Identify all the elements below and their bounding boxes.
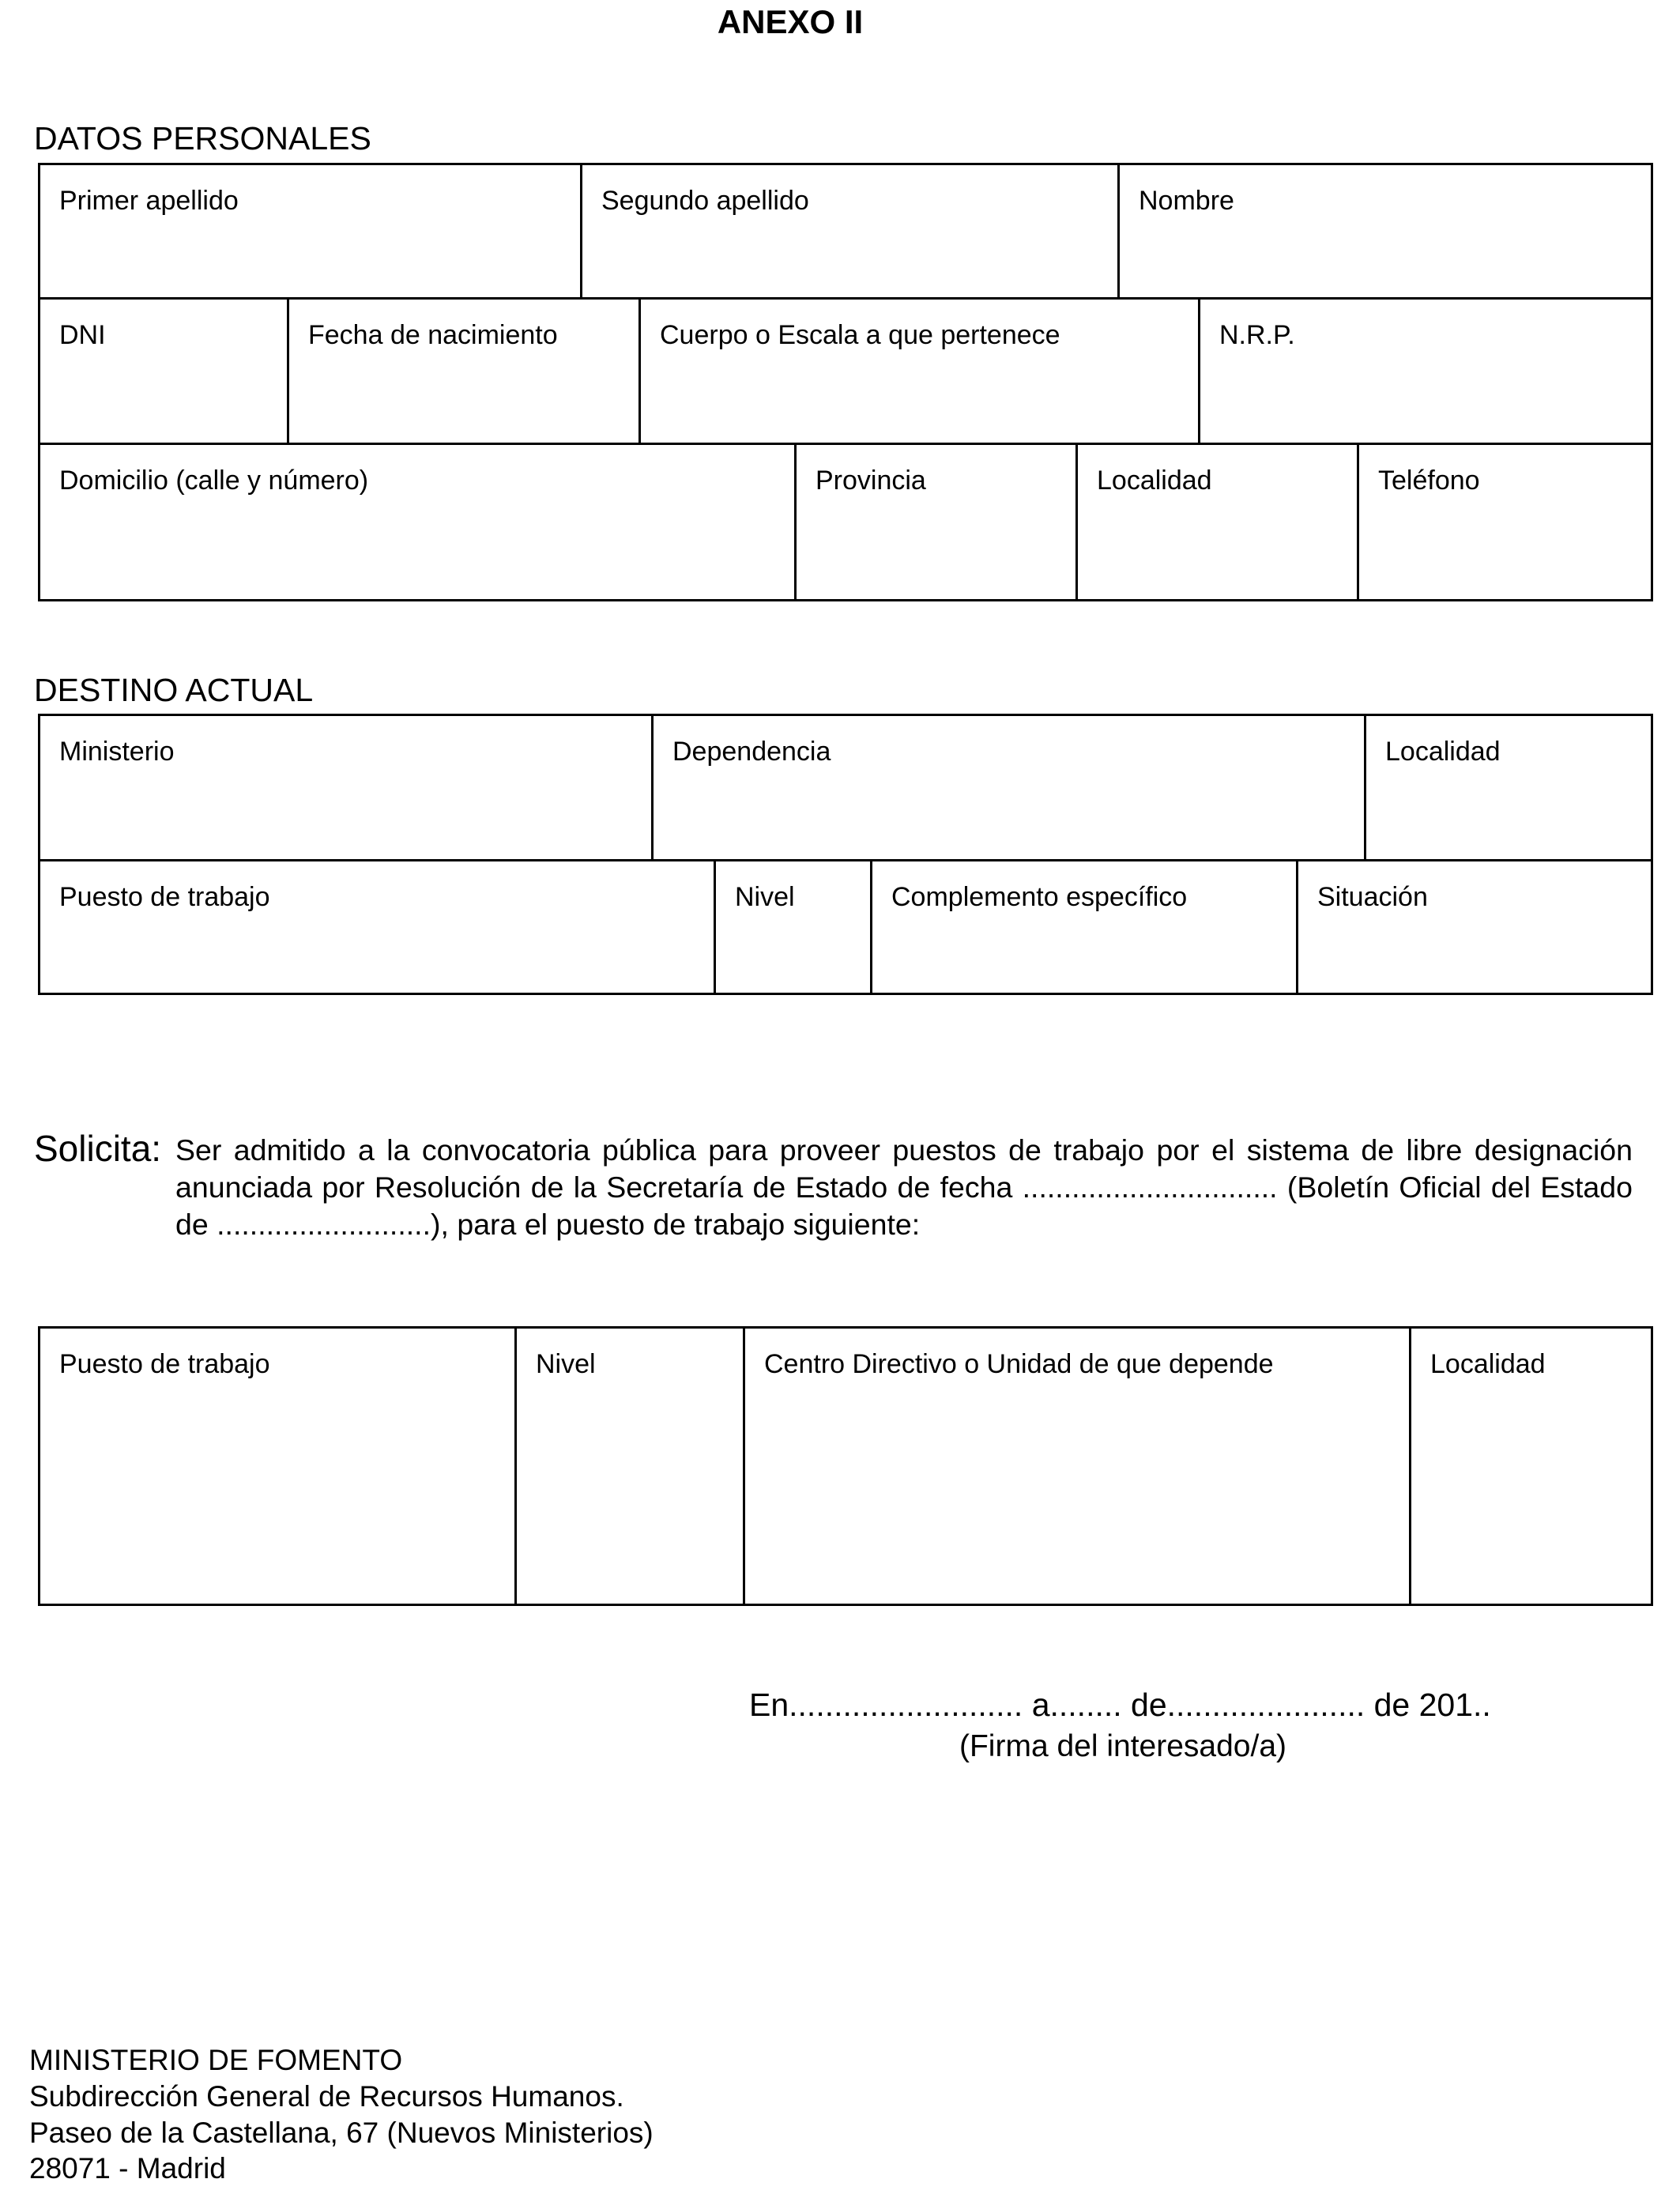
- table-row: [40, 1329, 1651, 1604]
- field-telefono[interactable]: Teléfono: [1357, 445, 1651, 599]
- document-title: ANEXO II: [717, 3, 864, 40]
- solicita-label: Solicita:: [34, 1128, 162, 1169]
- table-row: [40, 443, 1651, 599]
- field-dni[interactable]: DNI: [59, 320, 106, 350]
- table-row: [40, 165, 1651, 297]
- section-heading-destino-actual: DESTINO ACTUAL: [34, 672, 314, 708]
- field-ministerio[interactable]: Ministerio: [59, 737, 175, 767]
- footer-line-subdireccion: Subdirección General de Recursos Humanos.: [29, 2080, 624, 2113]
- field-provincia[interactable]: Provincia: [794, 445, 1075, 599]
- footer-line-ministerio: MINISTERIO DE FOMENTO: [29, 2044, 403, 2076]
- datos-personales-table: [38, 163, 1653, 601]
- table-row: [40, 716, 1651, 859]
- field-segundo-apellido[interactable]: Segundo apellido: [580, 165, 1117, 297]
- puesto-solicitado-table: [38, 1326, 1653, 1606]
- fecha-lugar-line[interactable]: En.......................... a........ de...................... de 201..: [749, 1687, 1491, 1723]
- table-row: [40, 297, 1651, 443]
- field-cuerpo-escala[interactable]: Cuerpo o Escala a que pertenece: [638, 300, 1198, 443]
- table-row: [40, 859, 1651, 993]
- field-nivel-solicitado[interactable]: Nivel: [514, 1329, 743, 1604]
- field-localidad-destino[interactable]: Localidad: [1364, 716, 1651, 859]
- field-puesto-trabajo-solicitado[interactable]: Puesto de trabajo: [59, 1349, 270, 1379]
- field-dependencia[interactable]: Dependencia: [651, 716, 1364, 859]
- field-complemento-especifico[interactable]: Complemento específico: [870, 861, 1296, 993]
- footer-line-codigo-postal: 28071 - Madrid: [29, 2152, 226, 2185]
- solicita-text: Ser admitido a la convocatoria pública para proveer puestos de trabajo por el sistema de libre designación anunciada por Resolución de la Secretaría de Estado de fecha ............................... (Boletín Oficial del Estado de ..........................), para el puesto de trabajo siguiente:: [175, 1133, 1633, 1241]
- field-primer-apellido[interactable]: Primer apellido: [59, 186, 239, 216]
- field-centro-directivo[interactable]: Centro Directivo o Unidad de que depende: [743, 1329, 1409, 1604]
- firma-label: (Firma del interesado/a): [959, 1729, 1286, 1763]
- field-nrp[interactable]: N.R.P.: [1198, 300, 1651, 443]
- field-domicilio[interactable]: Domicilio (calle y número): [59, 466, 369, 496]
- field-localidad[interactable]: Localidad: [1075, 445, 1357, 599]
- field-fecha-nacimiento[interactable]: Fecha de nacimiento: [287, 300, 638, 443]
- field-puesto-trabajo-actual[interactable]: Puesto de trabajo: [59, 882, 270, 912]
- section-heading-datos-personales: DATOS PERSONALES: [34, 120, 371, 156]
- destino-actual-table: [38, 714, 1653, 995]
- field-situacion[interactable]: Situación: [1296, 861, 1651, 993]
- footer-line-direccion: Paseo de la Castellana, 67 (Nuevos Ministerios): [29, 2117, 654, 2149]
- field-nombre[interactable]: Nombre: [1117, 165, 1651, 297]
- field-nivel-actual[interactable]: Nivel: [714, 861, 870, 993]
- field-localidad-solicitada[interactable]: Localidad: [1409, 1329, 1651, 1604]
